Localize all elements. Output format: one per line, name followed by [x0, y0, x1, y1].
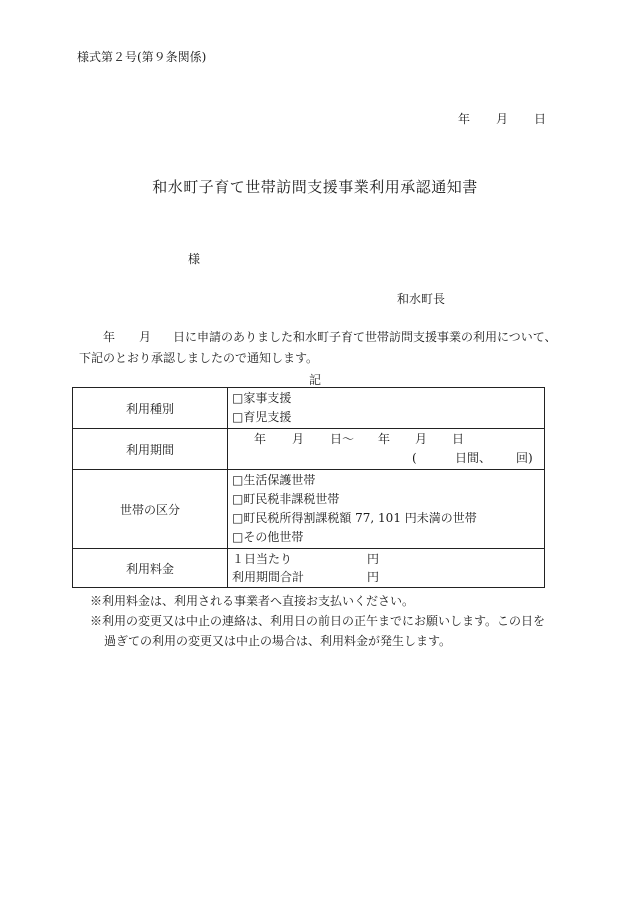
body-paragraph: [79, 327, 559, 369]
period-start-year: 年: [254, 432, 267, 446]
issue-date: [458, 110, 546, 127]
period-end-month: 月: [415, 432, 428, 446]
household-row: [73, 470, 545, 549]
usage-type-childcare: □育児支援: [232, 410, 292, 424]
household-option: □町民税非課税世帯: [232, 492, 340, 506]
date-day: 日: [534, 112, 547, 126]
period-days: 日間、: [455, 451, 492, 465]
household-options: [228, 470, 545, 549]
household-label: 世帯の区分: [73, 470, 228, 549]
ki-heading: 記: [308, 373, 321, 387]
approval-table: [72, 387, 545, 588]
fee-per-day-unit: 円: [367, 552, 380, 566]
usage-period-values: [228, 429, 545, 470]
date-year: 年: [458, 112, 471, 126]
usage-type-label: 利用種別: [73, 388, 228, 429]
body-day-line: 日に申請のありました和水町子育て世帯訪問支援事業の利用について、: [173, 330, 557, 344]
household-option: □生活保護世帯: [232, 473, 316, 487]
period-end-year: 年: [378, 432, 391, 446]
usage-type-options: [228, 388, 545, 429]
date-month: 月: [496, 112, 509, 126]
fee-values: [228, 549, 545, 588]
fee-label: 利用料金: [73, 549, 228, 588]
usage-type-row: [73, 388, 545, 429]
fee-row: [73, 549, 545, 588]
household-option: □町民税所得割課税額 77, 101 円未満の世帯: [232, 511, 477, 525]
period-open-paren: (: [412, 451, 417, 465]
period-end-day: 日: [452, 432, 465, 446]
period-start-month: 月: [292, 432, 305, 446]
fee-per-day: [232, 550, 544, 568]
fee-total-label: 利用期間合計: [232, 570, 305, 584]
period-times: 回): [516, 451, 533, 465]
addressee-suffix: 様: [188, 252, 201, 266]
body-line-2: 下記のとおり承認しましたので通知します。: [79, 351, 319, 365]
body-month: 月: [139, 330, 152, 344]
notes: [90, 591, 545, 651]
document-title: 和水町子育て世帯訪問支援事業利用承認通知書: [152, 178, 478, 196]
issuer-name: 和水町長: [397, 292, 446, 306]
note-change-line-1: ※利用の変更又は中止の連絡は、利用日の前日の正午までにお願いします。この日を: [90, 614, 546, 628]
usage-period-row: [73, 429, 545, 470]
fee-total-unit: 円: [367, 570, 380, 584]
household-option: □その他世帯: [232, 530, 304, 544]
usage-period-label: 利用期間: [73, 429, 228, 470]
fee-total: [232, 568, 544, 586]
usage-type-housework: □家事支援: [232, 391, 292, 405]
form-number: 様式第２号(第９条関係): [77, 50, 207, 64]
fee-per-day-label: １日当たり: [232, 552, 293, 566]
note-payment: ※利用料金は、利用される事業者へ直接お支払いください。: [90, 594, 415, 608]
period-dates: [232, 430, 544, 449]
body-year: 年: [103, 330, 116, 344]
note-change-line-2: 過ぎての利用の変更又は中止の場合は、利用料金が発生します。: [104, 634, 452, 648]
period-summary: [232, 449, 544, 468]
period-start-day: 日～: [330, 432, 355, 446]
